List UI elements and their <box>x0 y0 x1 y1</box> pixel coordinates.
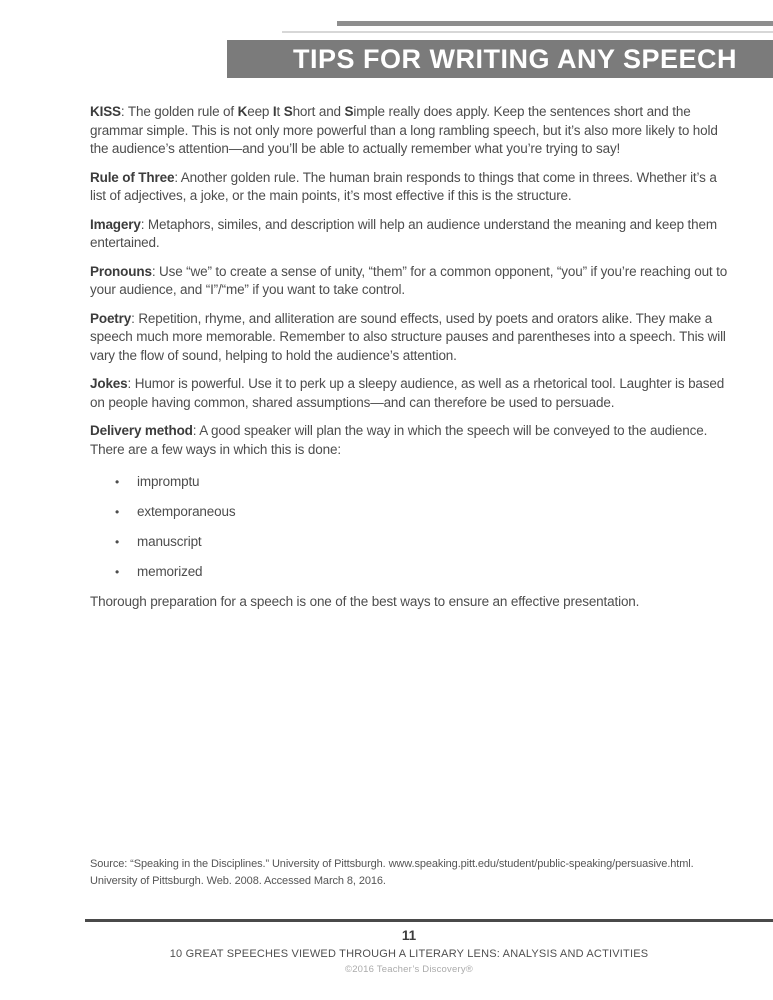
paragraph: Jokes: Humor is powerful. Use it to perk up a sleepy audience, as well as a rhetorical tool. Laughter is based on people having common, shared assumptions—and can therefore be used to persuade. <box>90 376 725 410</box>
bullet-icon: • <box>115 475 120 489</box>
list-item-label: extemporaneous <box>137 504 236 519</box>
page-footer <box>90 928 728 975</box>
copyright-notice: ©2016 Teacher’s Discovery® <box>345 964 473 975</box>
list-item-label: impromptu <box>137 474 200 489</box>
paragraph: Delivery method: A good speaker will plan the way in which the speech will be conveyed to the audience. There are a few ways in which this is done: <box>90 423 708 457</box>
footer-rule <box>85 919 773 922</box>
paragraph: Pronouns: Use “we” to create a sense of unity, “them” for a common opponent, “you” if you’re reaching out to your audience, and “I”/“me” if you want to take control. <box>90 263 728 297</box>
paragraph: Imagery: Metaphors, similes, and description will help an audience understand the meaning and keep them entertained. <box>90 216 717 250</box>
bullet-icon: • <box>115 535 120 549</box>
list-item <box>90 503 728 522</box>
page-number: 11 <box>401 928 417 943</box>
list-item-label: memorized <box>137 564 203 579</box>
title-banner <box>227 40 773 78</box>
source-citation: Source: “Speaking in the Disciplines.” University of Pittsburgh. www.speaking.pitt.edu/student/public-speaking/persuasive.html. University of Pittsburgh. Web. 2008. Accessed March 8, 2016. <box>90 858 694 887</box>
book-title: 10 GREAT SPEECHES VIEWED THROUGH A LITERARY LENS: ANALYSIS AND ACTIVITIES <box>169 948 649 960</box>
paragraph: KISS: The golden rule of Keep It Short and Simple really does apply. Keep the sentences short and the grammar simple. This is not only more powerful than a long rambling speech, but it’s also more likely to hold the audience’s attention—and you’ll be able to actually remember what you’re trying to say! <box>90 104 718 156</box>
closing-paragraph: Thorough preparation for a speech is one of the best ways to ensure an effective presentation. <box>90 594 640 609</box>
top-decorative-rule-light <box>282 31 773 33</box>
list-item <box>90 533 728 552</box>
bullet-icon: • <box>115 565 120 579</box>
list-item <box>90 563 728 582</box>
paragraph: Rule of Three: Another golden rule. The human brain responds to things that come in threes. Whether it’s a list of adjectives, a joke, or the main points, it’s most effective if this is the structure. <box>90 169 717 203</box>
list-item-label: manuscript <box>137 534 202 549</box>
body-content <box>90 103 728 612</box>
bullet-icon: • <box>115 505 120 519</box>
list-item <box>90 473 728 492</box>
delivery-methods-list <box>90 473 728 582</box>
paragraphs <box>90 103 728 459</box>
top-decorative-rule <box>337 21 773 26</box>
paragraph: Poetry: Repetition, rhyme, and alliteration are sound effects, used by poets and orators alike. They make a speech much more memorable. Remember to also structure pauses and parentheses into a speech. This will vary the flow of sound, helping to hold the audience’s attention. <box>90 310 726 363</box>
page-title: TIPS FOR WRITING ANY SPEECH <box>292 43 738 74</box>
